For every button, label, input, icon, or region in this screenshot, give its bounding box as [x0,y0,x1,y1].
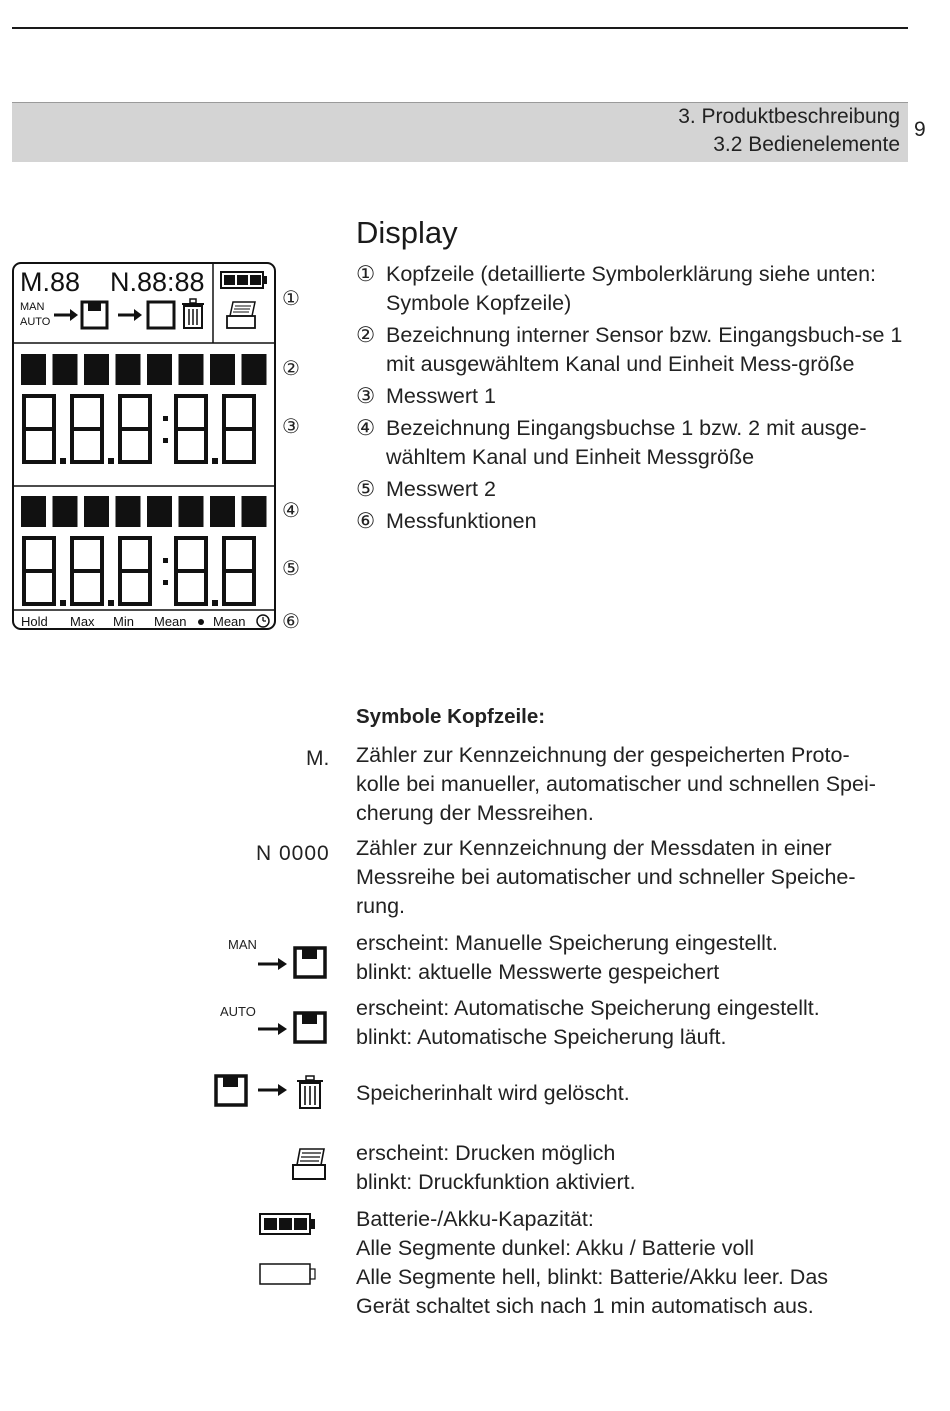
decimal-point [212,600,218,606]
legend-item [356,475,916,504]
segment-block [21,354,46,385]
section-title-header: 3.2 Bedienelemente [713,133,900,156]
display-legend [356,260,916,539]
segment-block [21,496,46,527]
legend-text: Bezeichnung interner Sensor bzw. Eingangsbuch-se 1 mit ausgewähltem Kanal und Einheit Mess-größe [386,323,903,376]
seven-segment-digit [22,394,56,464]
legend-item [356,321,916,379]
legend-item [356,414,916,472]
lcd-auto-label: AUTO [20,316,51,328]
legend-number: ⑤ [356,477,376,501]
legend-text: Messwert 1 [386,384,496,408]
segment-block [116,496,141,527]
trash-icon [182,299,204,328]
legend-number: ② [356,323,376,347]
delete-memory-icon [212,1073,332,1113]
callout-1: ① [282,288,300,310]
legend-number: ③ [356,384,376,408]
segment-block [53,496,78,527]
battery-empty-icon [258,1261,318,1291]
callout-2: ② [282,358,300,380]
decimal-point [108,458,114,464]
segment-block [210,354,235,385]
decimal-point [108,600,114,606]
seven-segment-digit [118,394,152,464]
seven-segment-digit [70,394,104,464]
seven-segment-digit [70,536,104,606]
symbol-description: Batterie-/Akku-Kapazität: Alle Segmente dunkel: Akku / Batterie voll Alle Segmente hell, blinkt: Batterie/Akku leer. Das Gerät schaltet sich nach 1 min automatisch aus. [356,1207,829,1318]
chapter-title: 3. Produktbeschreibung [678,105,900,128]
seven-segment-digit [22,536,56,606]
legend-text: Messwert 2 [386,477,496,501]
legend-item [356,507,916,536]
symbol-label-n: N 0000 [256,842,330,865]
seven-segment-digit [222,394,256,464]
seven-segment-digit [174,536,208,606]
symbol-label-man: MAN [228,937,257,952]
segment-block [210,496,235,527]
clock-icon [257,615,269,627]
seven-segment-digit [118,536,152,606]
top-rule [12,27,908,29]
callout-4: ④ [282,500,300,522]
function-mean-point: Mean [154,614,187,629]
sensor-label-segments-2 [21,496,267,527]
printer-icon [290,1147,330,1183]
symbol-label-auto: AUTO [220,1004,256,1019]
sensor-label-segments-1 [21,354,267,385]
lcd-display-illustration [12,262,276,630]
legend-number: ① [356,262,376,286]
decimal-point [212,458,218,464]
symbols-heading: Symbole Kopfzeile: [356,705,546,728]
measured-value-1-digits [22,394,256,464]
segment-block [242,496,267,527]
lcd-data-counter: N.88:88 [110,267,205,297]
function-min: Min [113,614,134,629]
floppy-disk-icon [82,302,107,328]
battery-full-icon [258,1211,318,1237]
symbol-description: Speicherinhalt wird gelöscht. [356,1081,630,1105]
arrow-right-icon [54,309,78,321]
empty-memory-icon [148,302,174,328]
decimal-point [60,600,66,606]
display-heading: Display [356,215,458,250]
symbol-description: erscheint: Manuelle Speicherung eingestellt. blinkt: aktuelle Messwerte gespeichert [356,931,778,984]
legend-text: Messfunktionen [386,509,537,533]
segment-block [53,354,78,385]
segment-block [179,496,204,527]
colon-dot [163,438,168,443]
function-max: Max [70,614,95,629]
symbol-label-m: M. [306,747,330,770]
arrow-right-icon [118,309,142,321]
seven-segment-digit [222,536,256,606]
lcd-man-label: MAN [20,301,45,313]
auto-save-icon [256,1008,332,1046]
colon-dot [163,580,168,585]
printer-icon [227,302,255,328]
segment-block [147,496,172,527]
segment-block [179,354,204,385]
segment-block [84,496,109,527]
symbol-description: Zähler zur Kennzeichnung der gespeicherten Proto- kolle bei manueller, automatischer und schnellen Spei- cherung der Messreihen. [356,743,876,825]
battery-full-icon [221,272,267,288]
legend-text: Kopfzeile (detaillierte Symbolerklärung siehe unten: Symbole Kopfzeile) [386,262,876,315]
manual-save-icon [256,943,332,981]
legend-item [356,382,916,411]
symbol-description: erscheint: Automatische Speicherung eingestellt. blinkt: Automatische Speicherung läuft. [356,996,820,1049]
callout-6: ⑥ [282,611,300,633]
segment-block [116,354,141,385]
callout-3: ③ [282,416,300,438]
dot-icon [198,619,204,625]
legend-number: ④ [356,416,376,440]
seven-segment-digit [174,394,208,464]
callout-5: ⑤ [282,558,300,580]
page-number: 9 [914,118,926,141]
colon-dot [163,558,168,563]
segment-block [242,354,267,385]
running-header [12,102,908,162]
legend-item [356,260,916,318]
symbol-description: Zähler zur Kennzeichnung der Messdaten in einer Messreihe bei automatischer und schneller Speiche- rung. [356,836,856,918]
colon-dot [163,416,168,421]
legend-number: ⑥ [356,509,376,533]
symbol-description: erscheint: Drucken möglich blinkt: Druckfunktion aktiviert. [356,1141,636,1194]
function-hold: Hold [21,614,48,629]
measured-value-2-digits [22,536,256,606]
decimal-point [60,458,66,464]
lcd-memory-counter: M.88 [20,267,81,297]
segment-block [84,354,109,385]
function-mean-time: Mean [213,614,246,629]
segment-block [147,354,172,385]
legend-text: Bezeichnung Eingangsbuchse 1 bzw. 2 mit ausge-wähltem Kanal und Einheit Messgröße [386,416,867,469]
